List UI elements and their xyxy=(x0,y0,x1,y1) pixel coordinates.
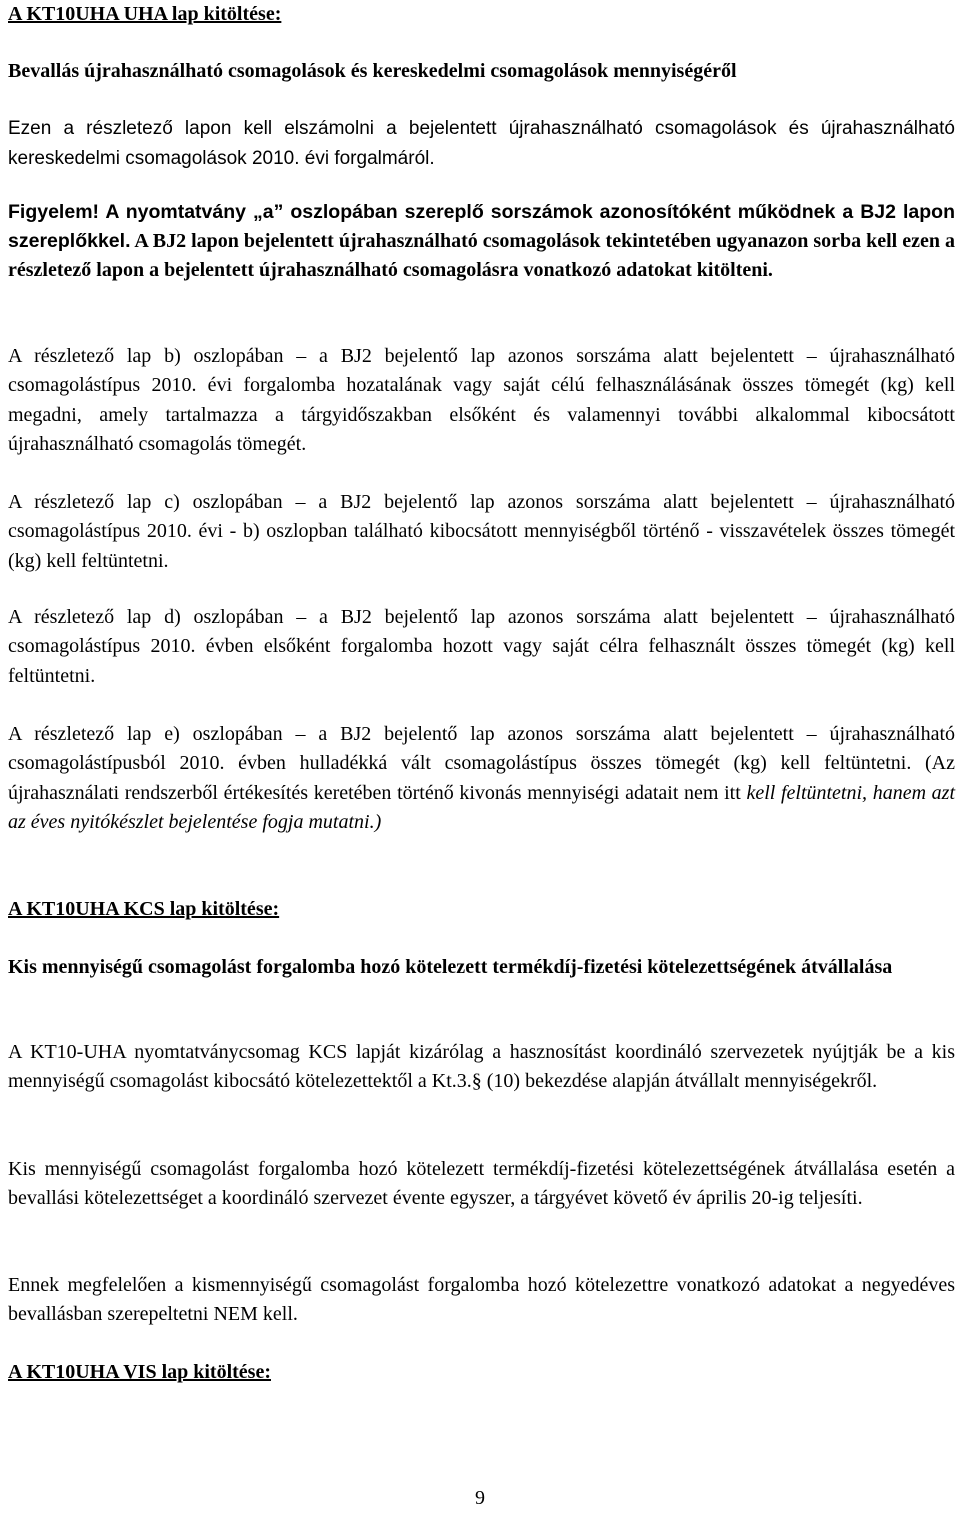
kcs-subheading: Kis mennyiségű csomagolást forgalomba hozó kötelezett termékdíj-fizetési kötelezettségének átvállalása xyxy=(8,956,893,978)
page-number: 9 xyxy=(475,1487,485,1509)
uha-warning-rest: A BJ2 lapon bejelentett újrahasználható csomagolások tekintetében ugyanazon sorba kell ezen a részletező lapon a bejelentett újrahasználható csomagolásra vonatkozó adatokat kitölteni. xyxy=(8,230,955,281)
kcs-paragraph-1: A KT10-UHA nyomtatványcsomag KCS lapját kizárólag a hasznosítást koordináló szervezetek nyújtják be a kis mennyiségű csomagolást kibocsátó kötelezettektől a Kt.3.§ (10) bekezdése alapján átvállalt mennyiségekről. xyxy=(8,1041,955,1093)
uha-subheading: Bevallás újrahasználható csomagolások és kereskedelmi csomagolások mennyiségéről xyxy=(8,60,737,82)
kcs-paragraph-2: Kis mennyiségű csomagolást forgalomba hozó kötelezett termékdíj-fizetési kötelezettségének átvállalása esetén a bevallási kötelezettséget a koordináló szervezet évente egyszer, a tárgyévet követő év április 20-ig teljesíti. xyxy=(8,1158,955,1210)
uha-intro: Ezen a részletező lapon kell elszámolni a bejelentett újrahasználható csomagolások és újrahasználható kereskedelmi csomagolások 2010. évi forgalmáról. xyxy=(8,118,955,169)
uha-warning xyxy=(8,198,955,285)
kcs-heading: A KT10UHA KCS lap kitöltése: xyxy=(8,898,280,920)
uha-warning-lead: Figyelem! A nyomtatvány „a” oszlopában szereplő sorszámok azonosítóként működnek a BJ2 lapon szereplőkkel. xyxy=(8,201,955,252)
uha-heading: A KT10UHA UHA lap kitöltése: xyxy=(8,3,282,25)
kcs-paragraph-3: Ennek megfelelően a kismennyiségű csomagolást forgalomba hozó kötelezettre vonatkozó adatokat a negyedéves bevallásban szerepeltetni NEM kell. xyxy=(8,1274,955,1326)
uha-paragraph-c: A részletező lap c) oszlopában – a BJ2 bejelentő lap azonos sorszáma alatt bejelentett – újrahasználható csomagolástípus 2010. évi - b) oszlopban található kibocsátott mennyiségből történő - visszavételek összes tömegét (kg) kell feltüntetni. xyxy=(8,491,955,572)
vis-heading: A KT10UHA VIS lap kitöltése: xyxy=(8,1361,271,1383)
uha-paragraph-e-italic: kell feltüntetni, hanem azt az éves nyitókészlet bejelentése fogja mutatni.) xyxy=(8,781,956,833)
uha-paragraph-d: A részletező lap d) oszlopában – a BJ2 bejelentő lap azonos sorszáma alatt bejelentett – újrahasználható csomagolástípus 2010. évben elsőként forgalomba hozott vagy saját célra felhasznált összes tömegét (kg) kell feltüntetni. xyxy=(8,606,955,687)
uha-paragraph-e xyxy=(8,720,955,837)
uha-paragraph-e-text: A részletező lap e) oszlopában – a BJ2 bejelentő lap azonos sorszáma alatt bejelentett – újrahasználható csomagolástípusból 2010. évben hulladékká vált csomagolástípus összes tömegét (kg) kell feltüntetni. (Az újrahasználati rendszerből értékesítés keretében történő kivonás mennyiségi adatait nem itt xyxy=(8,723,955,804)
uha-paragraph-b: A részletező lap b) oszlopában – a BJ2 bejelentő lap azonos sorszáma alatt bejelentett – újrahasználható csomagolástípus 2010. évi forgalomba hozatalának vagy saját célú felhasználásának összes tömegét (kg) kell megadni, amely tartalmazza a tárgyidőszakban elsőként és valamennyi további alkalommal kibocsátott újrahasználható csomagolás tömegét. xyxy=(8,345,955,455)
